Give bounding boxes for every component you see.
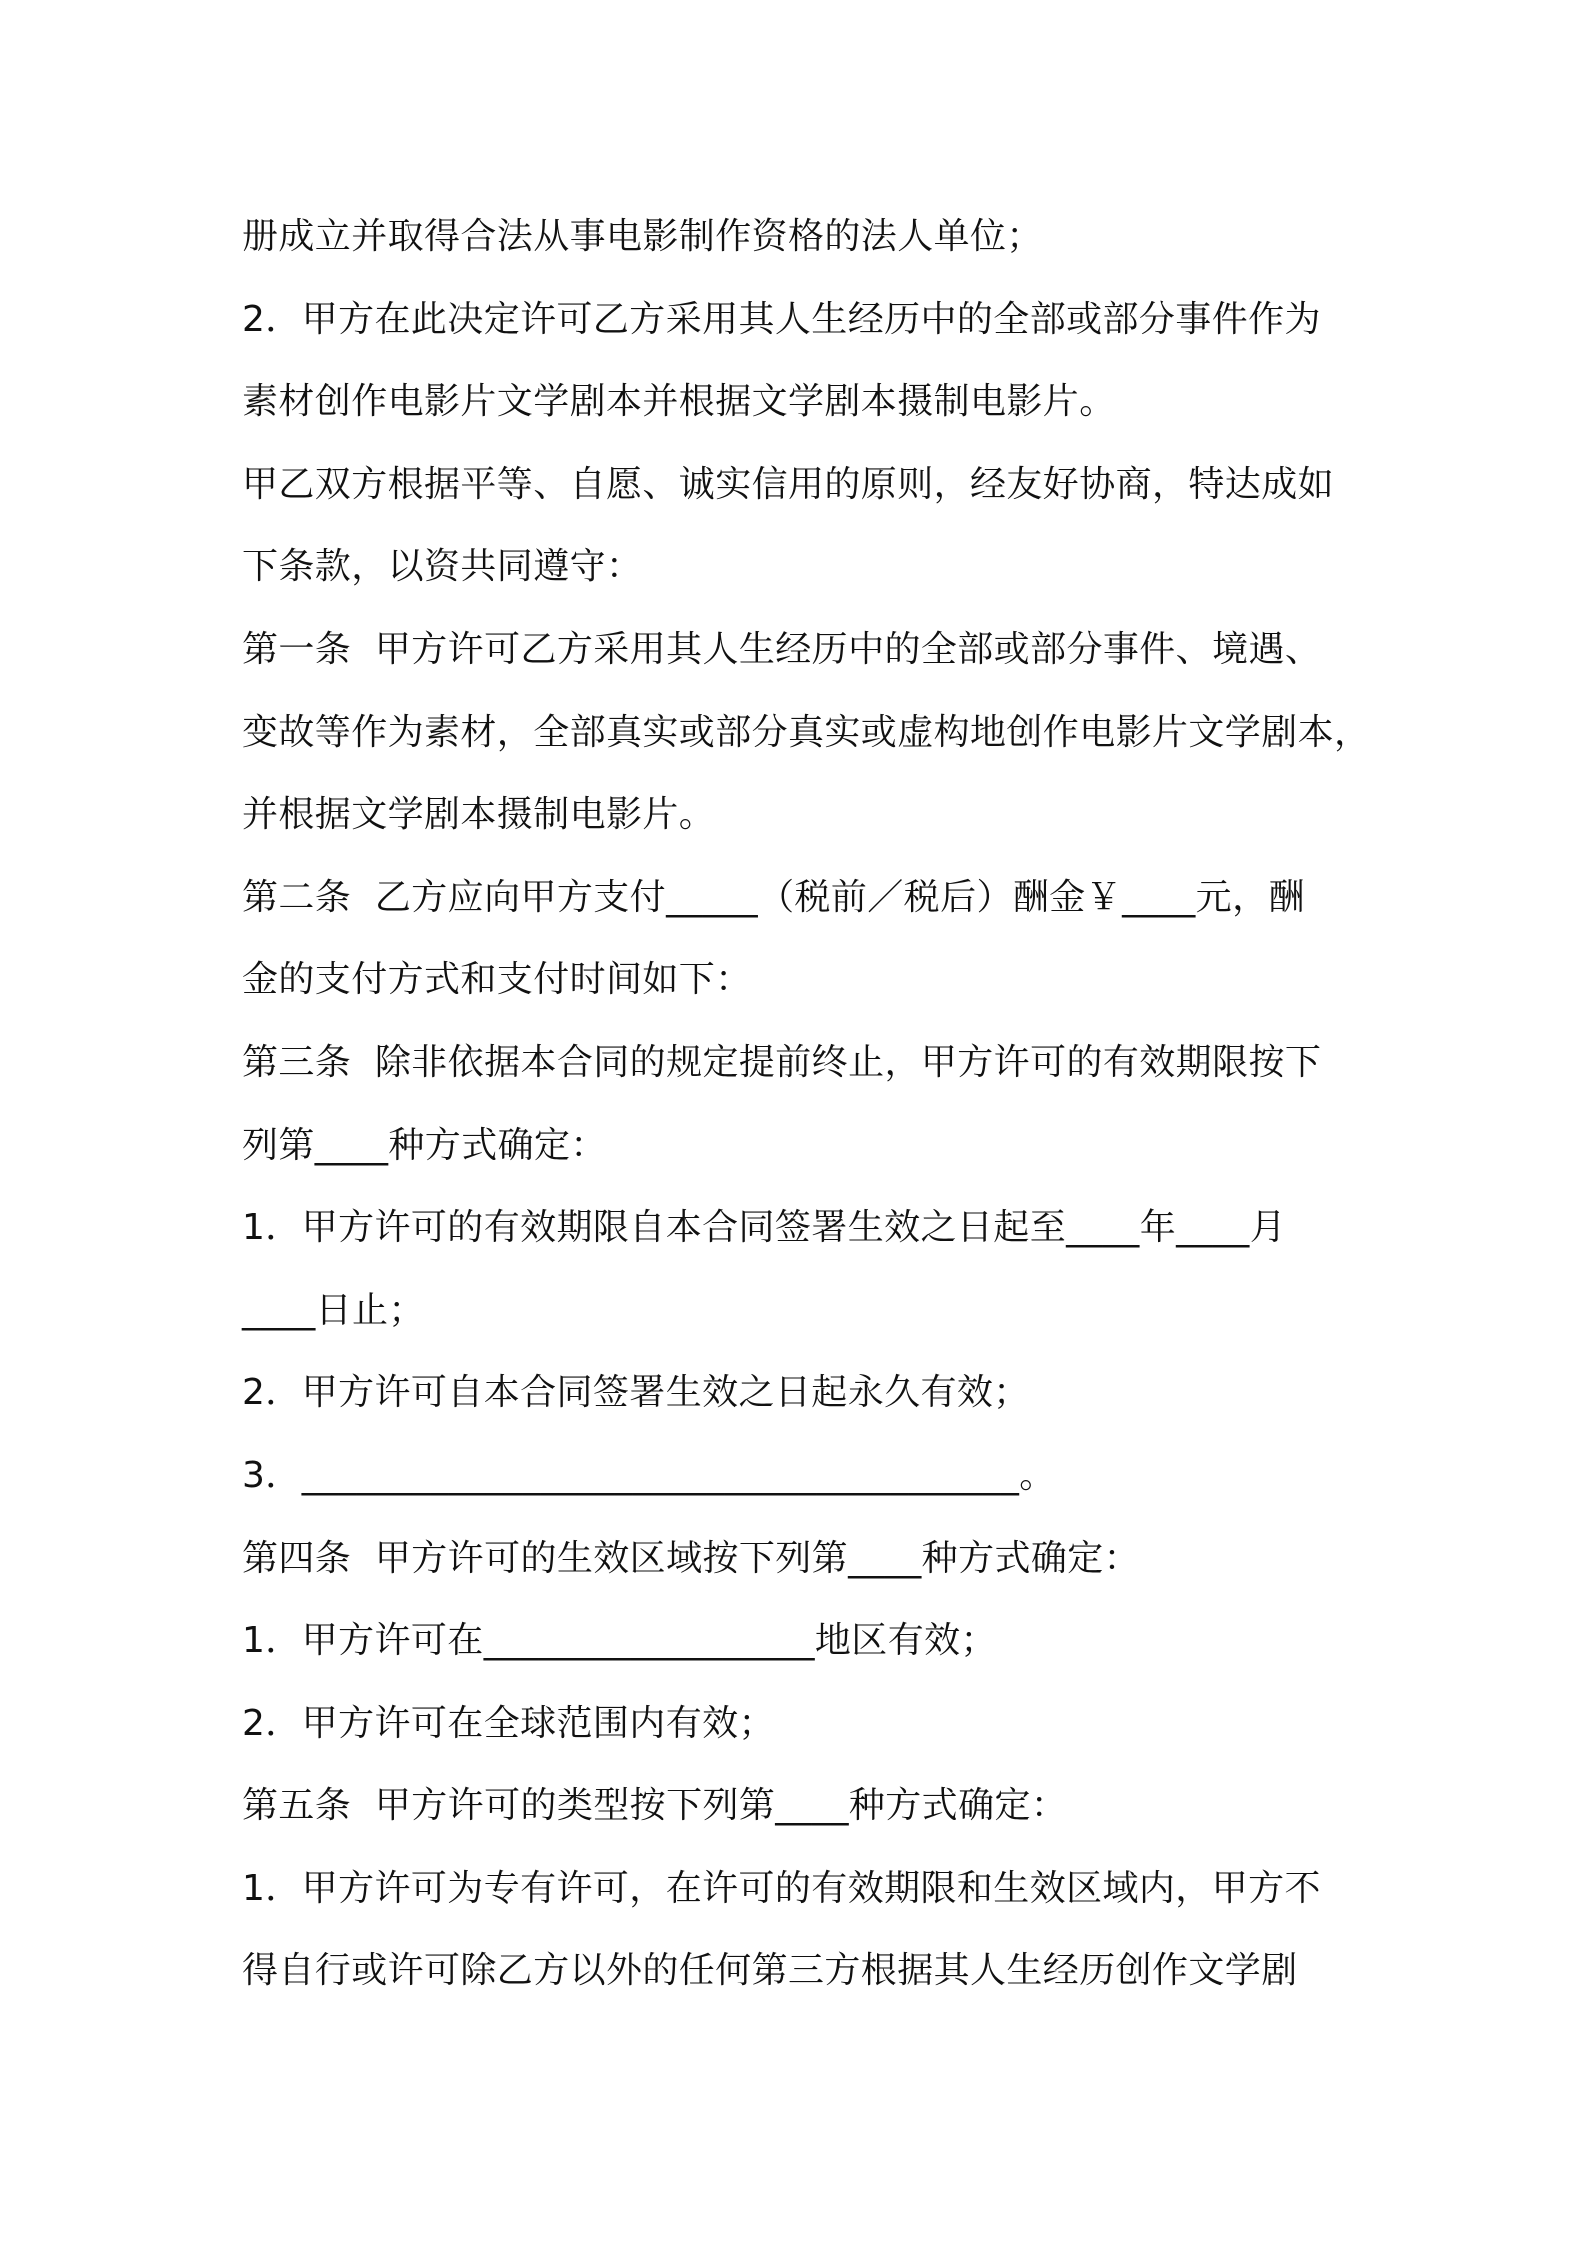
text-line: 3．_______________________________________。: [242, 1454, 1056, 1496]
text-line: 册成立并取得合法从事电影制作资格的法人单位；: [242, 216, 1043, 257]
text-line: 下条款，以资共同遵守：: [242, 546, 643, 588]
article-3-heading-line: 第三条 除非依据本合同的规定提前终止，甲方许可的有效期限按下: [242, 1041, 1322, 1083]
contract-body-text: [242, 196, 1372, 2013]
text-line: 得自行或许可除乙方以外的任何第三方根据其人生经历创作文学剧: [242, 1950, 1298, 1992]
text-line: 2．甲方在此决定许可乙方采用其人生经历中的全部或部分事件作为: [242, 298, 1321, 340]
text-line: 并根据文学剧本摄制电影片。: [242, 794, 716, 836]
text-line: 1．甲方许可在__________________地区有效；: [242, 1620, 997, 1662]
article-5-heading-line: 第五条 甲方许可的类型按下列第____种方式确定：: [242, 1785, 1068, 1827]
text-line: 2．甲方许可自本合同签署生效之日起永久有效；: [242, 1372, 1030, 1414]
text-line: ____日止；: [242, 1289, 425, 1331]
text-line: 素材创作电影片文学剧本并根据文学剧本摄制电影片。: [242, 381, 1116, 423]
article-2-heading-line: 第二条 乙方应向甲方支付_____（税前／税后）酬金￥____元，酬: [242, 876, 1305, 918]
text-line: 1．甲方许可为专有许可，在许可的有效期限和生效区域内，甲方不: [242, 1867, 1321, 1909]
text-line: 2．甲方许可在全球范围内有效；: [242, 1702, 775, 1744]
text-line: 1．甲方许可的有效期限自本合同签署生效之日起至____年____月: [242, 1207, 1287, 1249]
article-4-heading-line: 第四条 甲方许可的生效区域按下列第____种方式确定：: [242, 1537, 1141, 1579]
text-line: 变故等作为素材，全部真实或部分真实或虚构地创作电影片文学剧本，: [242, 711, 1371, 753]
text-line: 列第____种方式确定：: [242, 1124, 607, 1166]
text-line: 甲乙双方根据平等、自愿、诚实信用的原则，经友好协商，特达成如: [242, 463, 1335, 505]
article-1-heading-line: 第一条 甲方许可乙方采用其人生经历中的全部或部分事件、境遇、: [242, 628, 1322, 670]
text-line: 金的支付方式和支付时间如下：: [242, 959, 752, 1001]
